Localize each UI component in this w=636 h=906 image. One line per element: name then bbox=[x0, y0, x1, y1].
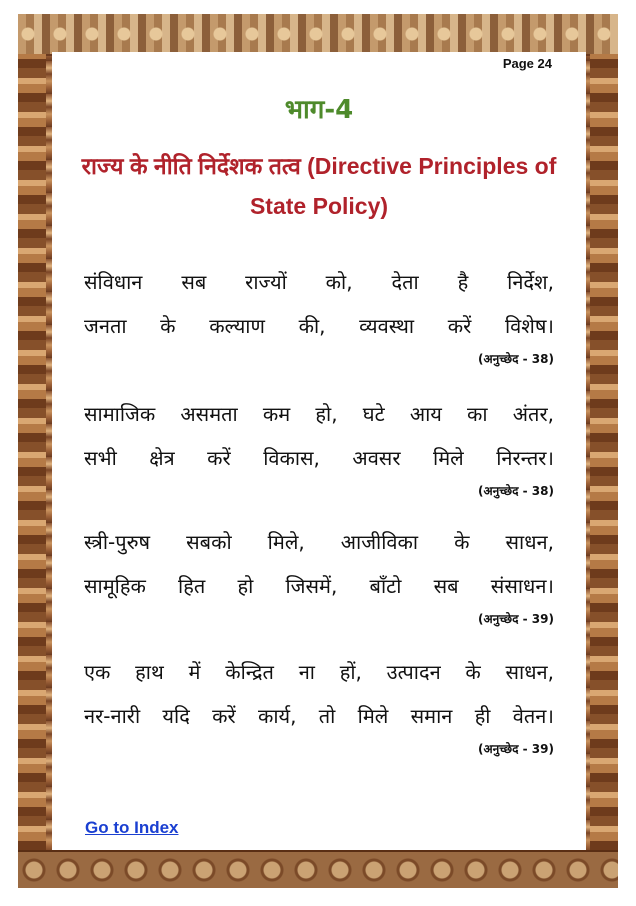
verse-line: सामूहिक हित हो जिसमें, बाँटो सब संसाधन। bbox=[84, 574, 554, 598]
article-reference: (अनुच्छेद - 39) bbox=[477, 612, 554, 626]
decorative-left-pillar bbox=[18, 54, 46, 850]
decorative-bottom-border bbox=[18, 850, 618, 888]
stanza bbox=[84, 392, 554, 502]
verse-line: नर-नारी यदि करें कार्य, तो मिले समान ही वेतन। bbox=[84, 704, 554, 728]
verse-line: स्त्री-पुरुष सबको मिले, आजीविका के साधन, bbox=[84, 530, 554, 554]
stanza bbox=[84, 650, 554, 760]
verse-line: जनता के कल्याण की, व्यवस्था करें विशेष। bbox=[84, 314, 554, 338]
article-reference: (अनुच्छेद - 38) bbox=[477, 352, 554, 366]
verse-line: एक हाथ में केन्द्रित ना हों, उत्पादन के साधन, bbox=[84, 660, 554, 684]
decorative-right-pillar bbox=[590, 54, 618, 850]
page-number: Page 24 bbox=[502, 56, 552, 71]
part-title: भाग-4 bbox=[284, 95, 354, 125]
article-reference: (अनुच्छेद - 38) bbox=[477, 484, 554, 498]
page-content bbox=[52, 52, 586, 850]
article-reference: (अनुच्छेद - 39) bbox=[477, 742, 554, 756]
go-to-index-link[interactable]: Go to Index bbox=[85, 818, 179, 837]
verse-line: सभी क्षेत्र करें विकास, अवसर मिले निरन्तर। bbox=[84, 446, 554, 470]
verse-line: संविधान सब राज्यों को, देता है निर्देश, bbox=[84, 270, 554, 294]
decorative-top-border bbox=[18, 14, 618, 56]
stanza bbox=[84, 260, 554, 370]
chapter-title: राज्य के नीति निर्देशक तत्व (Directive Principles of State Policy) bbox=[81, 153, 557, 219]
verse-line: सामाजिक असमता कम हो, घटे आय का अंतर, bbox=[84, 402, 554, 426]
stanza bbox=[84, 520, 554, 630]
